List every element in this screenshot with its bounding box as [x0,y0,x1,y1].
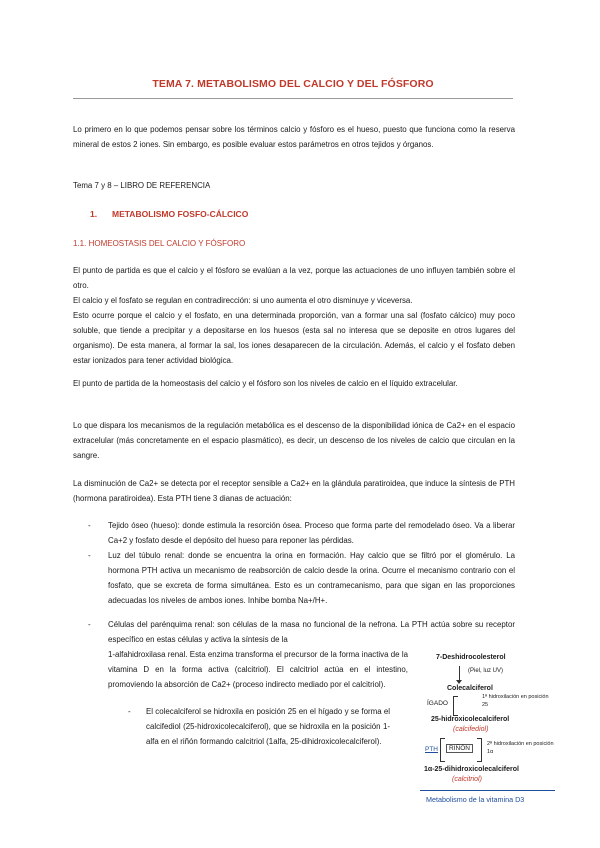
diagram-node-colecalciferol: Colecalciferol [447,685,493,692]
bracket-icon [477,738,482,762]
paragraph-3: Esto ocurre porque el calcio y el fosfato, en una determinada proporción, van a formar una sal (fosfato cálcico) muy poco soluble, que tiende a precipitar y a depositarse en los huesos (esta sal no interesa que se deposite en otros lugares del organismo). De esta manera, al formar la sal, los iones desaparecen de la circulación. Además, el calcio y el fosfato deben estar ionizados para tener actividad biológica. [73,311,515,365]
diagram-note-skin: (Piel, luz UV) [468,668,504,674]
sub-list-item [128,704,390,749]
diagram-node-25-hydroxy: 25-hidroxicolecalciferol [431,716,510,723]
diagram-step-2: 2ª hidroxilación en posición 1α [487,741,554,755]
paragraph-6: La disminución de Ca2+ se detecta por el receptor sensible a Ca2+ en la glándula paratiroidea, que induce la síntesis de PTH (hormona paratiroidea). Esta PTH tiene 3 dianas de actuación: [73,479,515,503]
diagram-node-calcitriol: (calcitriol) [452,776,482,783]
list-item [88,548,515,608]
bullet-dash: - [128,707,131,716]
list-item [88,617,515,647]
diagram-node-7-dehydrocholesterol: 7-Deshidrocolesterol [436,654,506,661]
list-item [88,518,515,548]
diagram-organ-liver: ÍGADO [427,700,448,707]
bullet-dash: - [88,551,91,560]
section-heading-1 [90,209,248,219]
subsection-heading: 1.1. HOMEOSTASIS DEL CALCIO Y FÓSFORO [73,239,246,248]
list-item-text: Células del parénquima renal: son células de la masa no funcional de la nefrona. La PTH actúa sobre su receptor específico en estas células y activa la síntesis de la [108,620,515,644]
paragraph-1: El punto de partida es que el calcio y el fósforo se evalúan a la vez, porque las actuaciones de uno influyen también sobre el otro. [73,266,515,290]
diagram-step-1: 1ª hidroxilación en posición 25 [482,694,549,708]
reference-note: Tema 7 y 8 – LIBRO DE REFERENCIA [73,181,211,190]
section-title: METABOLISMO FOSFO-CÁLCICO [112,209,249,219]
bracket-icon [440,738,445,762]
arrow-down-icon [459,666,460,680]
diagram-caption: Metabolismo de la vitamina D3 [426,795,525,804]
list-item-text: Luz del túbulo renal: donde se encuentra la orina en formación. Hay calcio que se filtró por el glomérulo. La hormona PTH activa un mecanismo de reabsorción de calcio desde la orina. Ocurre el mecanismo contrario con el fosfato, que se excreta de forma simultánea. Esto es un contramecanismo, para que sigan en las proporciones adecuadas los niveles de ambos iones. Inhibe bomba Na+/H+. [108,551,515,605]
title-divider [73,98,513,99]
list-item-continuation [88,647,408,692]
diagram-node-calcitriol-full: 1α-25-dihidroxicolecalciferol [424,766,519,773]
list-item-text: Tejido óseo (hueso): donde estimula la resorción ósea. Proceso que forma parte del remodelado óseo. Va a liberar Ca+2 y fosfato desde el depósito del hueso para reponer las pérdidas. [108,521,515,545]
intro-paragraph: Lo primero en lo que podemos pensar sobre los términos calcio y fósforo es el hueso, puesto que funciona como la reserva mineral de estos 2 iones. Sin embargo, es posible evaluar estos parámetros en otros tejidos y órganos. [73,125,515,149]
page-title: TEMA 7. METABOLISMO DEL CALCIO Y DEL FÓSFORO [152,78,434,90]
bullet-dash: - [88,620,91,629]
section-number: 1. [90,209,98,219]
diagram-organ-kidney: RIÑÓN [446,744,473,753]
paragraph-2: El calcio y el fosfato se regulan en contradirección: si uno aumenta el otro disminuye y viceversa. [73,296,413,305]
paragraph-4: El punto de partida de la homeostasis del calcio y el fósforo son los niveles de calcio en el líquido extracelular. [73,379,458,388]
list-item-text: 1-alfahidroxilasa renal. Esta enzima transforma el precursor de la forma inactiva de la vitamina D en la forma activa (calcitriol). El calcitriol actúa en el intestino, promoviendo la absorción de Ca2+ (proceso indirecto mediado por el calcitriol). [108,650,408,689]
sub-list-item-text: El colecalciferol se hidroxila en posición 25 en el hígado y se forma el calcifediol (25-hidroxicolecalciferol), que se hidroxila en la posición 1-alfa en el riñón formando calcitriol (1alfa, 25-dihidroxicolecalciferol). [146,707,390,746]
bullet-dash: - [88,521,91,530]
arrowhead-icon [456,680,462,684]
diagram-pth-label: PTH [425,746,438,753]
caption-divider [420,790,555,791]
paragraph-5: Lo que dispara los mecanismos de la regulación metabólica es el descenso de la disponibilidad iónica de Ca2+ en el espacio extracelular (más concretamente en el espacio plasmático), es decir, un descenso de los niveles de calcio que circulan en la sangre. [73,421,515,460]
diagram-node-calcifediol: (calcifediol) [453,726,489,733]
bracket-icon [453,696,458,716]
